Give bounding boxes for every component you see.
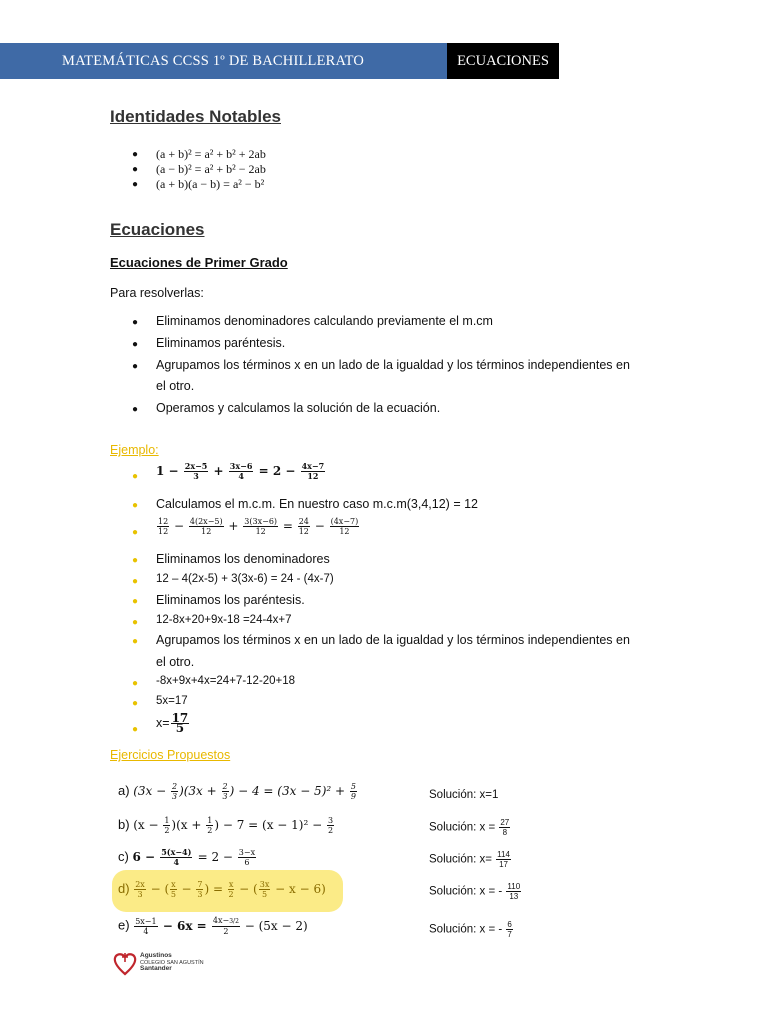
exercise-c: c) 6 − $\frac{5(x-4)}{4}$ = 2 − $\frac{3-x}{6}$: [118, 847, 256, 867]
bullet-icon: ●: [132, 339, 139, 350]
ejemplo-line-4: Eliminamos los paréntesis.: [156, 593, 305, 607]
ejemplo-common-denominator: $\frac{12}{12}$ − $\frac{4(2x-5)}{12}$ + $\frac{3(3x-6)}{12}$ = $\frac{24}{12}$ − $\frac{(4x-7)}{12}$: [158, 517, 359, 536]
header-section: ECUACIONES: [447, 43, 559, 79]
ejemplo-line-3: 12 – 4(2x-5) + 3(3x-6) = 24 - (4x-7): [156, 573, 334, 585]
result-label: x=: [156, 715, 170, 730]
step-2: Eliminamos paréntesis.: [156, 336, 286, 350]
ejercicios-title: Ejercicios Propuestos: [110, 748, 231, 762]
solution-label: Solución: x=: [429, 853, 496, 866]
bullet-icon: ●: [132, 596, 139, 607]
intro-text: Para resolverlas:: [110, 286, 204, 300]
solution-a: Solución: x=1: [429, 789, 499, 801]
solution-label: Solución: x = -: [429, 885, 506, 898]
identity-3: (a + b)(a − b) = a² − b²: [156, 177, 265, 191]
bullet-icon: ●: [132, 724, 139, 735]
exercise-a: a) (3x − $\frac{2}{3}$ )(3x + $\frac{2}{3}$ ) − 4 = (3x − 5)² + $\frac{5}{9}$: [118, 782, 356, 801]
bullet-icon: ●: [132, 555, 139, 566]
logo-line-1: Agustinos: [140, 952, 172, 960]
solution-label: Solución: x = -: [429, 923, 506, 936]
primer-grado-title: Ecuaciones de Primer Grado: [110, 255, 288, 270]
exercise-d: d) $\frac{2x}{3}$ − ( $\frac{x}{5}$ − $\frac{7}{3}$ ) = $\frac{x}{2}$ − ( $\frac{3x}{5}$ − x − 6): [118, 880, 326, 899]
bullet-icon: ●: [132, 678, 139, 689]
bullet-icon: ●: [132, 317, 139, 328]
exercise-label: d): [118, 881, 130, 896]
bullet-icon: ●: [132, 361, 139, 372]
exercise-label: b): [118, 817, 130, 832]
exercise-e: e) $\frac{5x-1}{4}$ − 6x = $\frac{4x-3/2}{2}$ − (5x − 2): [118, 916, 308, 936]
ejemplo-equation: 1 − $\frac{2x-5}{3}$ + $\frac{3x-6}{4}$ = 2 − $\frac{4x-7}{12}$: [156, 461, 325, 481]
identidades-title: Identidades Notables: [110, 107, 281, 126]
exercise-label: c): [118, 849, 129, 864]
school-logo: [113, 950, 204, 976]
solution-label: Solución: x =: [429, 821, 499, 834]
ejemplo-line-2: Eliminamos los denominadores: [156, 552, 330, 566]
exercise-b: b) (x − $\frac{1}{2}$ )(x + $\frac{1}{2}$ ) − 7 = (x − 1)² − $\frac{3}{2}$: [118, 816, 334, 835]
ejemplo-line-8: 5x=17: [156, 695, 188, 707]
ejemplo-line-5: 12-8x+20+9x-18 =24-4x+7: [156, 614, 292, 626]
header-title: MATEMÁTICAS CCSS 1º DE BACHILLERATO: [62, 53, 365, 69]
solution-e: Solución: x = - $\frac{6}{7}$: [429, 920, 512, 939]
page-header: [0, 43, 559, 79]
exercise-label: e): [118, 917, 130, 933]
bullet-icon: ●: [132, 404, 139, 415]
bullet-icon: ●: [132, 471, 139, 482]
bullet-icon: ●: [132, 636, 139, 647]
bullet-icon: ●: [132, 164, 139, 175]
bullet-icon: ●: [132, 179, 139, 190]
ejemplo-title: Ejemplo:: [110, 443, 159, 457]
solution-d: Solución: x = - $\frac{110}{13}$: [429, 882, 521, 901]
bullet-icon: ●: [132, 698, 139, 709]
solution-c: Solución: x= $\frac{114}{17}$: [429, 850, 510, 869]
solution-b: Solución: x = $\frac{27}{8}$: [429, 818, 510, 837]
logo-line-3: Santander: [140, 965, 172, 973]
bullet-icon: ●: [132, 527, 139, 538]
ecuaciones-title: Ecuaciones: [110, 220, 205, 239]
identity-2: (a − b)² = a² + b² − 2ab: [156, 162, 266, 176]
bullet-icon: ●: [132, 576, 139, 587]
step-3-cont: el otro.: [156, 379, 195, 393]
identity-1: (a + b)² = a² + b² + 2ab: [156, 147, 266, 161]
bullet-icon: ●: [132, 149, 139, 160]
heart-logo-icon: [113, 950, 137, 976]
ejemplo-line-7: -8x+9x+4x=24+7-12-20+18: [156, 675, 296, 687]
bullet-icon: ●: [132, 500, 139, 511]
ejemplo-line-6: Agrupamos los términos x en un lado de la igualdad y los términos independientes en: [156, 633, 630, 647]
logo-line-2: COLEGIO SAN AGUSTÍN: [140, 959, 204, 966]
step-3: Agrupamos los términos x en un lado de la igualdad y los términos independientes en: [156, 358, 630, 372]
step-4: Operamos y calculamos la solución de la ecuación.: [156, 401, 441, 415]
exercise-label: a): [118, 783, 130, 798]
ejemplo-line-6-cont: el otro.: [156, 655, 195, 669]
ejemplo-line-1: Calculamos el m.c.m. En nuestro caso m.c.m(3,4,12) = 12: [156, 497, 478, 511]
ejemplo-result: x= $\frac{17}{5}$: [156, 711, 189, 735]
bullet-icon: ●: [132, 617, 139, 628]
step-1: Eliminamos denominadores calculando previamente el m.cm: [156, 314, 493, 328]
